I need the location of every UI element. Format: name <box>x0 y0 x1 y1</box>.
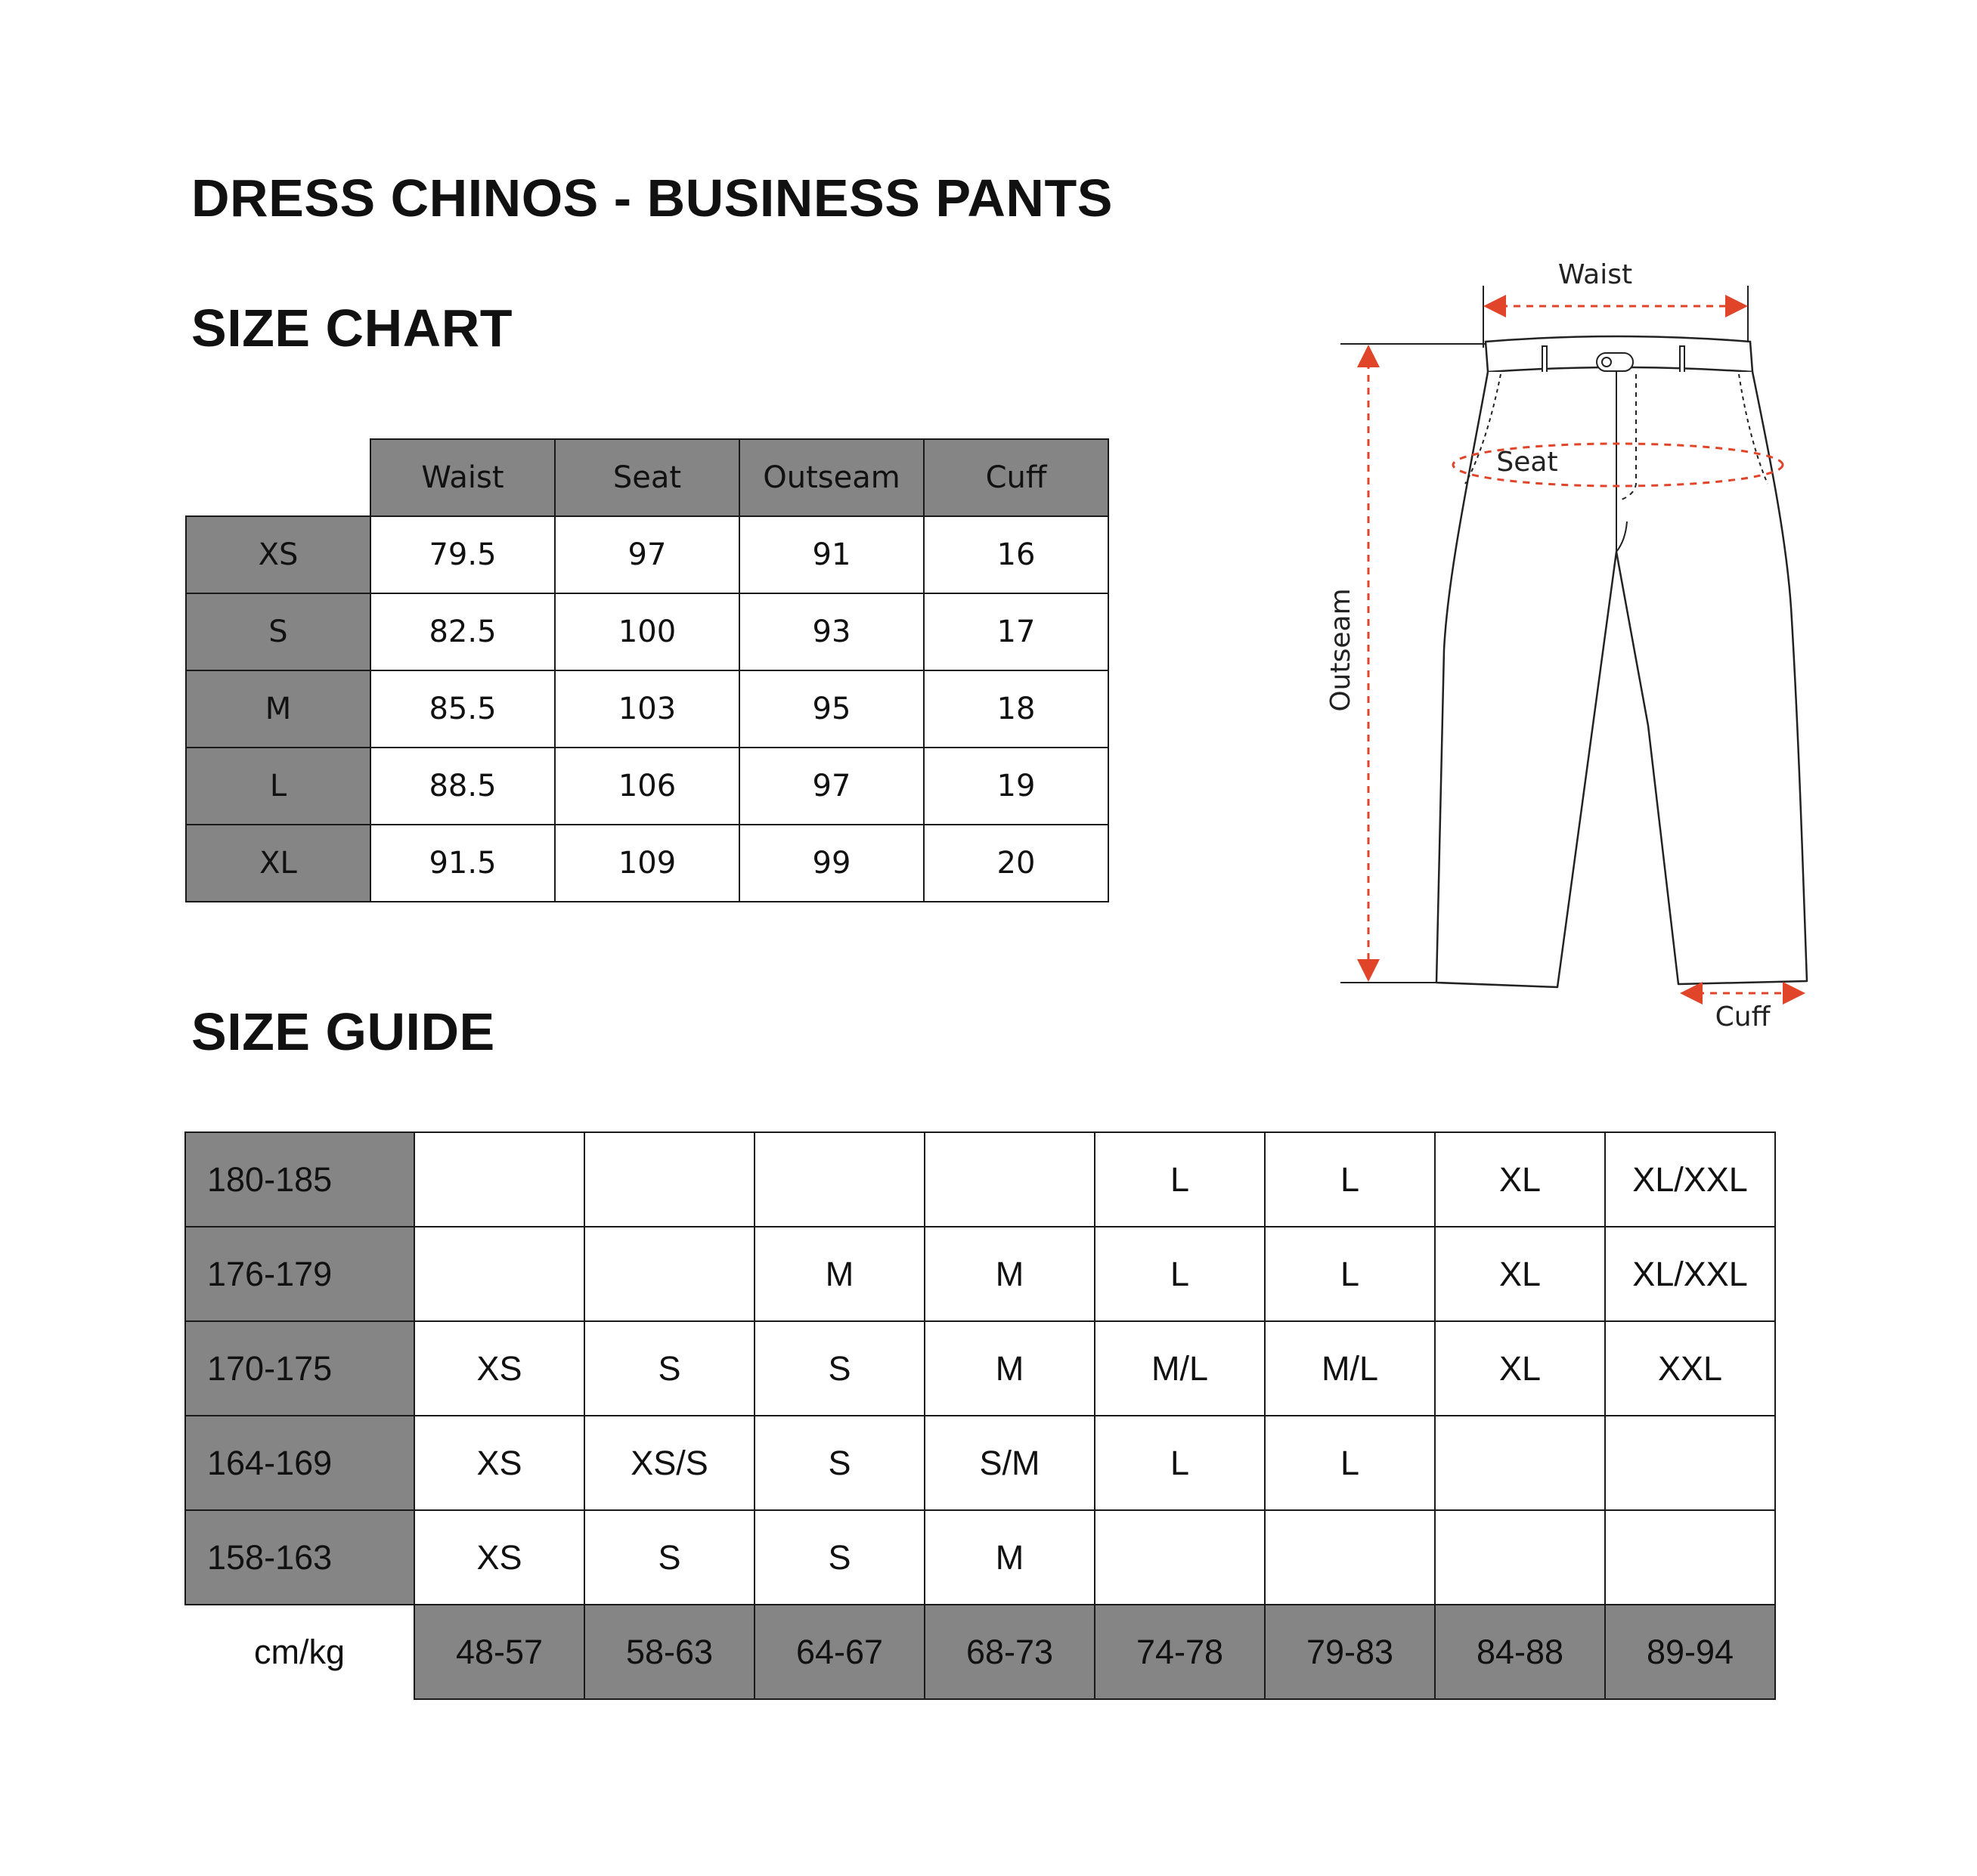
size-guide-cell: M/L <box>1265 1321 1435 1416</box>
size-guide-cell: M <box>925 1510 1095 1605</box>
page-title: DRESS CHINOS - BUSINESS PANTS <box>191 169 1113 228</box>
size-chart-cell: 100 <box>555 593 739 670</box>
size-chart-heading: SIZE CHART <box>191 299 513 358</box>
size-guide-cell <box>1435 1416 1605 1510</box>
size-chart-cell: 79.5 <box>370 516 555 593</box>
size-chart-size-label: XL <box>186 825 370 902</box>
size-guide-cell: XS/S <box>584 1416 755 1510</box>
size-guide-row <box>185 1510 1775 1605</box>
size-guide-row <box>185 1132 1775 1227</box>
size-chart-size-label: XS <box>186 516 370 593</box>
size-chart-table <box>185 438 1109 902</box>
size-guide-cell: L <box>1095 1132 1265 1227</box>
size-chart-col-outseam: Outseam <box>739 439 924 516</box>
size-guide-cell <box>925 1132 1095 1227</box>
size-guide-cell <box>584 1132 755 1227</box>
size-guide-cell: M/L <box>1095 1321 1265 1416</box>
size-guide-cell: S/M <box>925 1416 1095 1510</box>
size-guide-cell: XXL <box>1605 1321 1775 1416</box>
size-chart-cell: 91.5 <box>370 825 555 902</box>
size-guide-cell: S <box>755 1321 925 1416</box>
size-guide-weight-label: 89-94 <box>1605 1605 1775 1699</box>
size-chart-col-cuff: Cuff <box>924 439 1108 516</box>
size-guide-weight-label: 64-67 <box>755 1605 925 1699</box>
size-chart-cell: 88.5 <box>370 748 555 825</box>
size-chart-header-row <box>186 439 1108 516</box>
size-guide-row <box>185 1227 1775 1321</box>
size-chart-size-label: L <box>186 748 370 825</box>
size-guide-weight-label: 48-57 <box>414 1605 584 1699</box>
size-chart-col-seat: Seat <box>555 439 739 516</box>
size-guide-cell: M <box>925 1321 1095 1416</box>
size-guide-height-label: 164-169 <box>185 1416 414 1510</box>
size-guide-height-label: 158-163 <box>185 1510 414 1605</box>
size-guide-cell: XS <box>414 1416 584 1510</box>
size-chart-cell: 109 <box>555 825 739 902</box>
button-icon <box>1602 358 1611 367</box>
waist-label: Waist <box>1557 259 1633 290</box>
size-guide-cell <box>1605 1416 1775 1510</box>
pants-measurement-diagram <box>1315 257 1845 1043</box>
size-chart-cell: 19 <box>924 748 1108 825</box>
size-guide-cell: XS <box>414 1510 584 1605</box>
size-guide-cell <box>1435 1510 1605 1605</box>
size-guide-cell: S <box>755 1510 925 1605</box>
seat-label: Seat <box>1496 447 1558 478</box>
size-guide-heading: SIZE GUIDE <box>191 1002 495 1061</box>
size-chart-row <box>186 593 1108 670</box>
size-chart-cell: 93 <box>739 593 924 670</box>
size-chart-cell: 91 <box>739 516 924 593</box>
size-guide-cell: XL <box>1435 1227 1605 1321</box>
size-chart-size-label: M <box>186 670 370 748</box>
size-chart-cell: 17 <box>924 593 1108 670</box>
size-guide-weight-label: 74-78 <box>1095 1605 1265 1699</box>
size-chart-cell: 82.5 <box>370 593 555 670</box>
pants-outline <box>1436 372 1807 987</box>
size-guide-cell: S <box>755 1416 925 1510</box>
size-chart-cell: 99 <box>739 825 924 902</box>
size-chart-cell: 16 <box>924 516 1108 593</box>
size-guide-cell <box>584 1227 755 1321</box>
size-chart-size-label: S <box>186 593 370 670</box>
size-guide-cell: XL <box>1435 1132 1605 1227</box>
size-guide-cell: M <box>755 1227 925 1321</box>
size-chart-cell: 95 <box>739 670 924 748</box>
size-chart-cell: 18 <box>924 670 1108 748</box>
size-chart-cell: 20 <box>924 825 1108 902</box>
cuff-label: Cuff <box>1715 1001 1771 1032</box>
size-guide-cell <box>1605 1510 1775 1605</box>
size-guide-weight-label: 79-83 <box>1265 1605 1435 1699</box>
size-chart-col-waist: Waist <box>370 439 555 516</box>
size-guide-cell: XL <box>1435 1321 1605 1416</box>
size-chart-row <box>186 825 1108 902</box>
size-chart-cell: 103 <box>555 670 739 748</box>
size-chart-corner <box>186 439 370 516</box>
size-guide-cell: L <box>1095 1416 1265 1510</box>
size-guide-weight-label: 84-88 <box>1435 1605 1605 1699</box>
size-guide-cell: S <box>584 1321 755 1416</box>
size-chart-row <box>186 670 1108 748</box>
size-guide-cell: S <box>584 1510 755 1605</box>
size-chart-cell: 106 <box>555 748 739 825</box>
size-chart-row <box>186 748 1108 825</box>
size-chart-cell: 85.5 <box>370 670 555 748</box>
size-guide-cell <box>414 1132 584 1227</box>
size-guide-cell: L <box>1265 1132 1435 1227</box>
size-chart-cell: 97 <box>739 748 924 825</box>
unit-label: cm/kg <box>185 1605 414 1699</box>
size-guide-cell: XS <box>414 1321 584 1416</box>
size-guide-row <box>185 1321 1775 1416</box>
size-guide-cell <box>414 1227 584 1321</box>
size-guide-cell: M <box>925 1227 1095 1321</box>
size-chart-cell: 97 <box>555 516 739 593</box>
outseam-label: Outseam <box>1325 588 1356 712</box>
size-guide-cell: XL/XXL <box>1605 1227 1775 1321</box>
size-guide-cell <box>755 1132 925 1227</box>
size-guide-cell: L <box>1095 1227 1265 1321</box>
size-guide-cell <box>1095 1510 1265 1605</box>
size-guide-table <box>184 1131 1776 1700</box>
size-guide-row <box>185 1416 1775 1510</box>
size-guide-height-label: 180-185 <box>185 1132 414 1227</box>
size-guide-weight-row <box>185 1605 1775 1699</box>
size-guide-cell <box>1265 1510 1435 1605</box>
size-guide-weight-label: 68-73 <box>925 1605 1095 1699</box>
size-guide-cell: XL/XXL <box>1605 1132 1775 1227</box>
size-guide-weight-label: 58-63 <box>584 1605 755 1699</box>
size-guide-height-label: 176-179 <box>185 1227 414 1321</box>
size-guide-cell: L <box>1265 1416 1435 1510</box>
size-guide-height-label: 170-175 <box>185 1321 414 1416</box>
size-guide-cell: L <box>1265 1227 1435 1321</box>
size-chart-row <box>186 516 1108 593</box>
